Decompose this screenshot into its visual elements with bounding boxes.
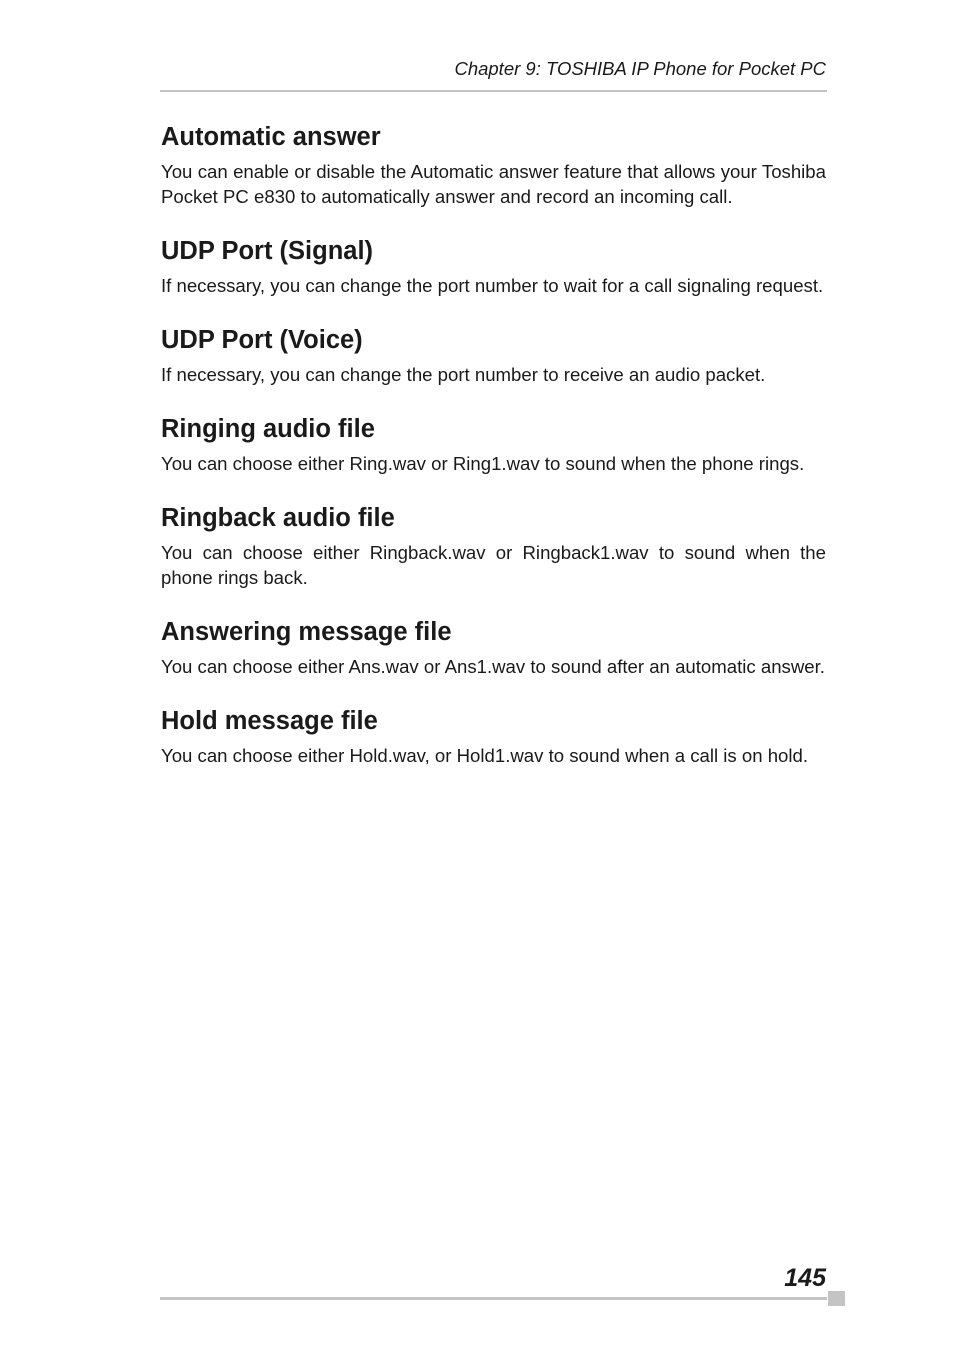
section-answering-message-file	[161, 615, 826, 679]
section-heading: UDP Port (Signal)	[161, 237, 374, 265]
section-ringing-audio-file	[161, 412, 826, 476]
section-body: You can choose either Ans.wav or Ans1.wav to sound after an automatic answer.	[161, 656, 825, 677]
section-heading: Answering message file	[161, 618, 452, 646]
section-heading: Hold message file	[161, 707, 378, 735]
header-divider	[160, 90, 827, 92]
section-hold-message-file	[161, 704, 826, 768]
section-ringback-audio-file	[161, 501, 826, 590]
section-body: If necessary, you can change the port number to wait for a call signaling request.	[161, 275, 824, 296]
footer-corner-block	[828, 1291, 845, 1306]
section-heading: Ringback audio file	[161, 504, 395, 532]
section-udp-port-signal	[161, 234, 826, 298]
footer-divider	[160, 1297, 827, 1300]
section-heading: UDP Port (Voice)	[161, 326, 363, 354]
section-body: If necessary, you can change the port number to receive an audio packet.	[161, 364, 766, 385]
section-udp-port-voice	[161, 323, 826, 387]
section-heading: Automatic answer	[161, 123, 381, 151]
page-content	[161, 120, 826, 768]
section-heading: Ringing audio file	[161, 415, 375, 443]
running-header: Chapter 9: TOSHIBA IP Phone for Pocket PC	[454, 58, 826, 79]
section-body: You can choose either Hold.wav, or Hold1.wav to sound when a call is on hold.	[161, 745, 809, 766]
page-number: 145	[784, 1264, 826, 1292]
section-body: You can enable or disable the Automatic answer feature that allows your Toshiba Pocket PC e830 to automatically answer and record an incoming call.	[161, 161, 826, 207]
section-automatic-answer	[161, 120, 826, 209]
section-body: You can choose either Ringback.wav or Ringback1.wav to sound when the phone rings back.	[161, 542, 826, 588]
section-body: You can choose either Ring.wav or Ring1.wav to sound when the phone rings.	[161, 453, 805, 474]
